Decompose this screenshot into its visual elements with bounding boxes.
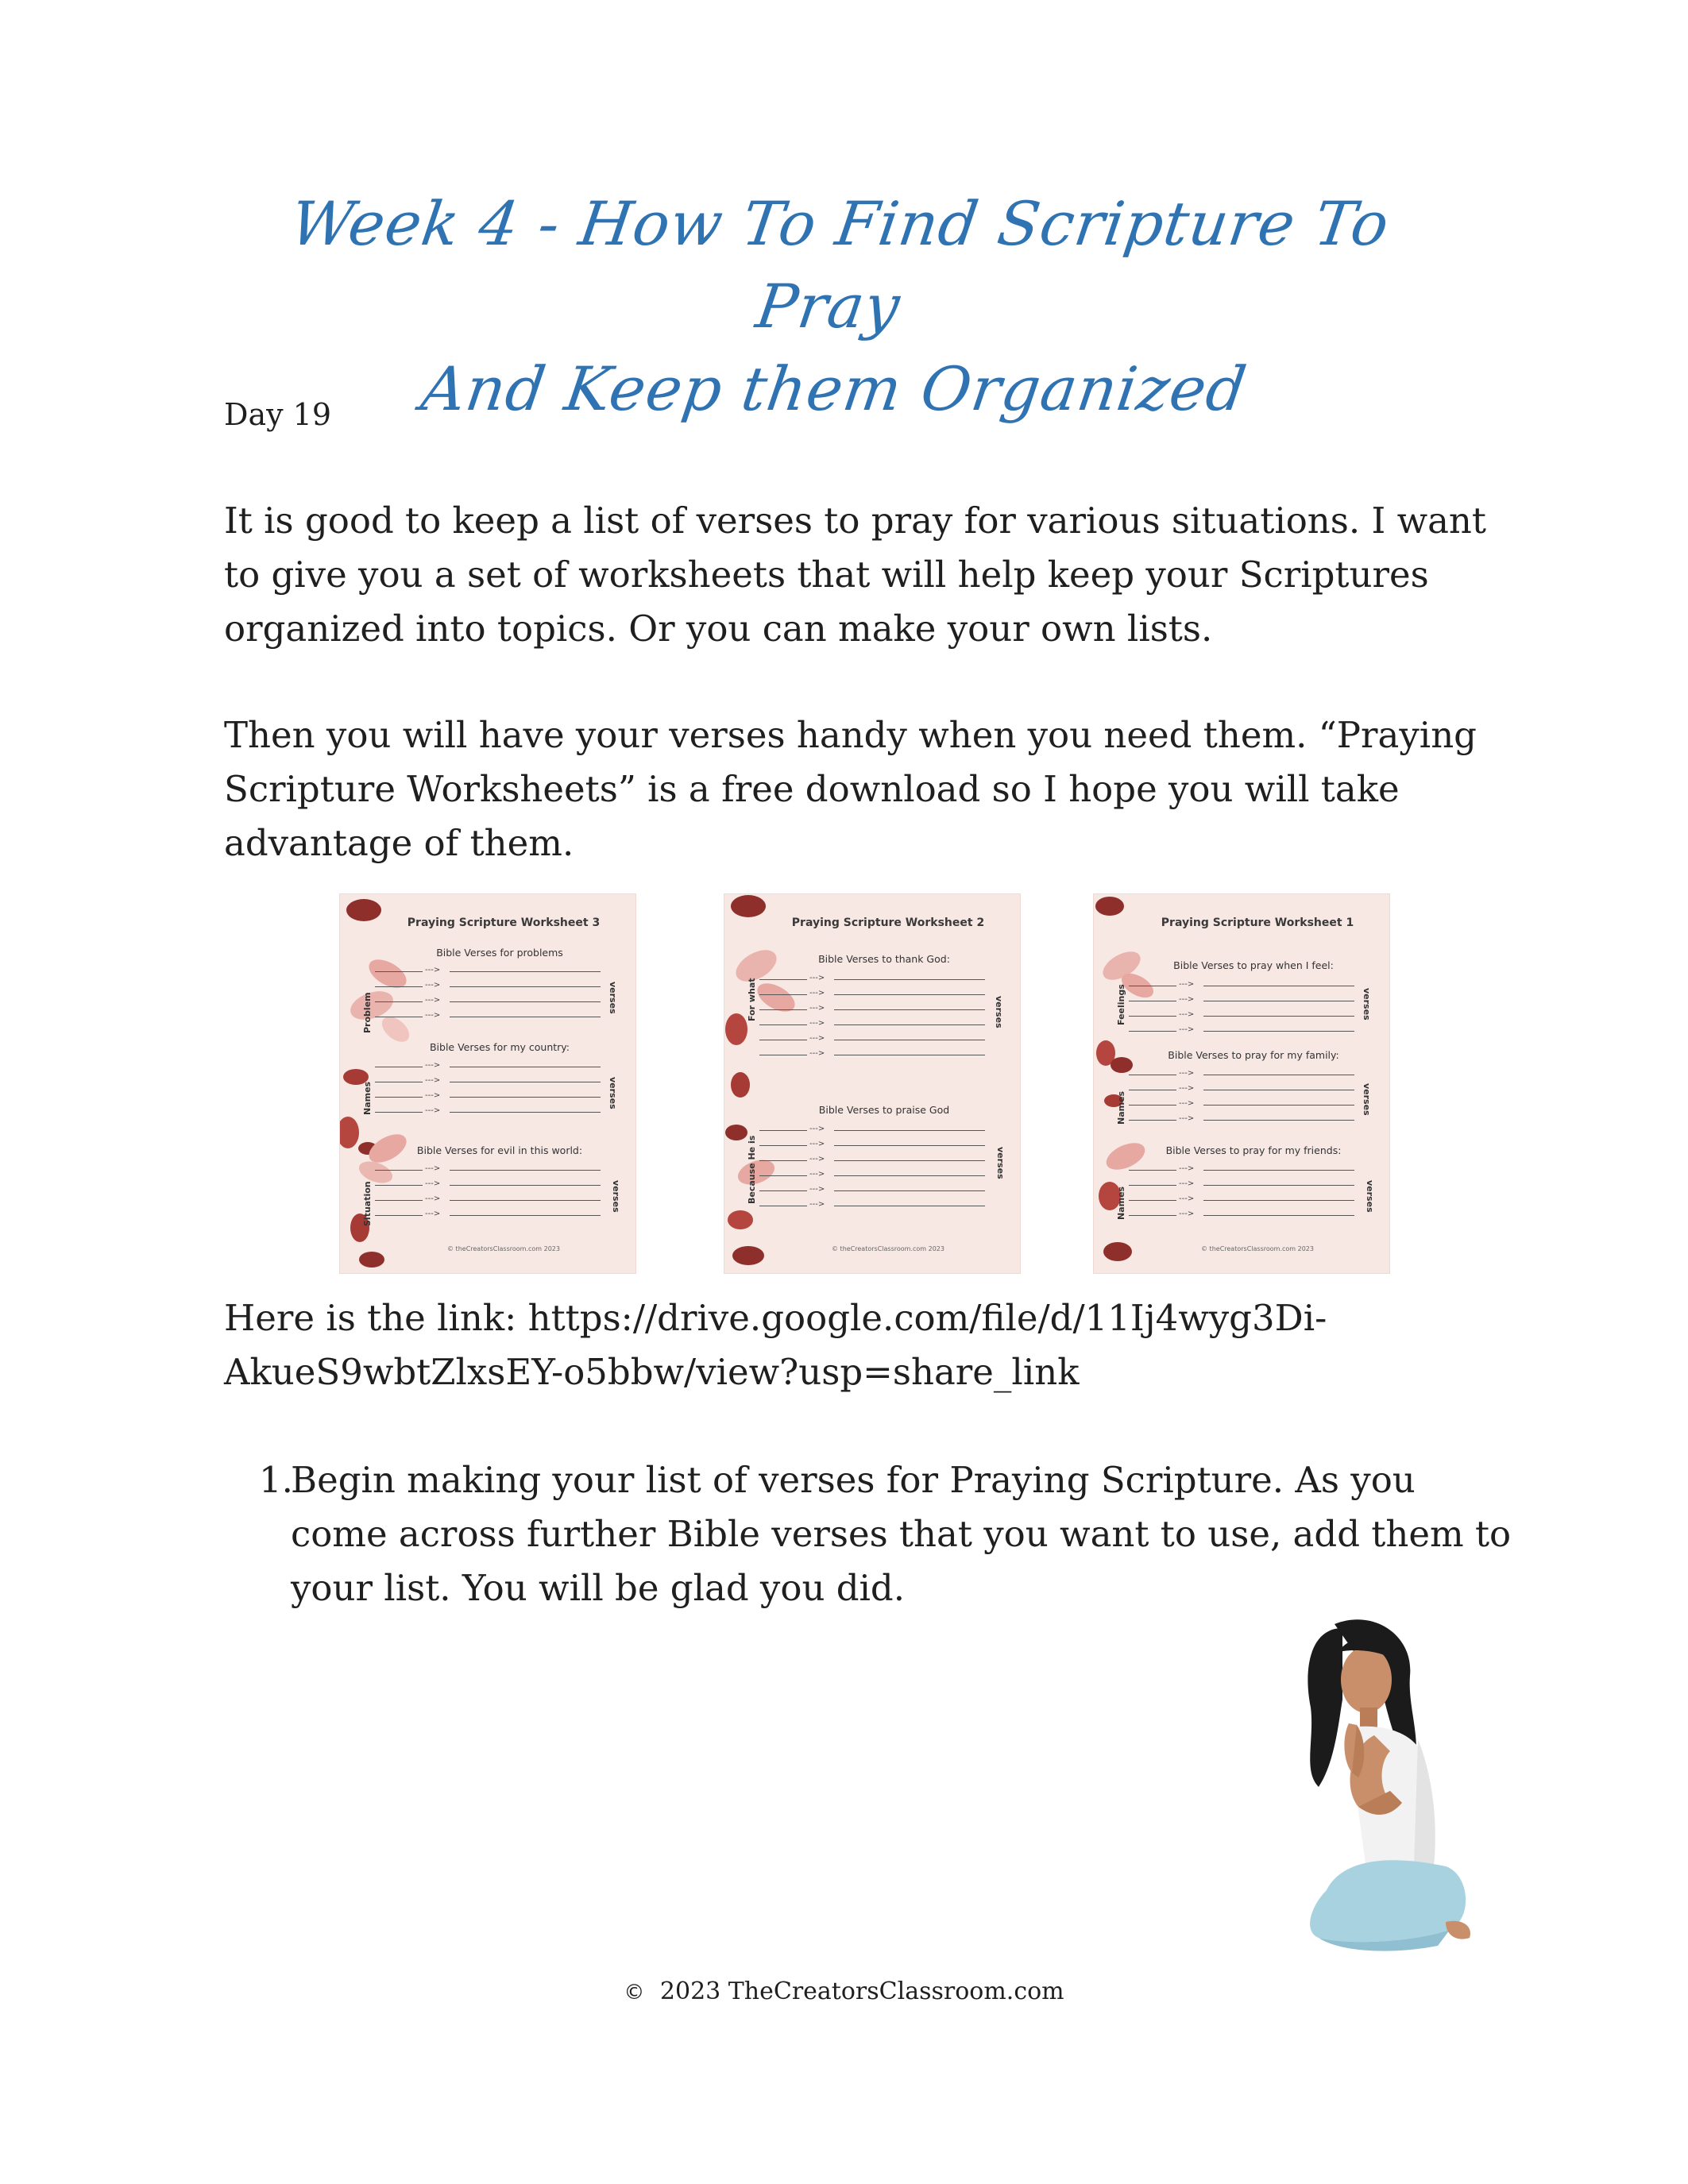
blank-lines: ---> ---> ---> ---> (375, 1055, 613, 1115)
section-heading: Bible Verses for evil in this world: (416, 1144, 583, 1156)
blank-lines: ---> ---> ---> ---> ---> ---> (759, 1118, 998, 1209)
left-label: Because He is (747, 1135, 757, 1204)
section-heading: Bible Verses to thank God: (818, 953, 950, 965)
worksheet-footer: © theCreatorsClassroom.com 2023 (447, 1245, 560, 1252)
right-label: verses (994, 996, 1004, 1028)
section-heading: Bible Verses to pray when I feel: (1173, 959, 1334, 971)
right-label: verses (608, 982, 618, 1014)
worksheet-title: Praying Scripture Worksheet 2 (791, 916, 985, 929)
floral-decoration (724, 894, 1020, 1273)
right-label: verses (1365, 1180, 1375, 1213)
intro-paragraph: It is good to keep a list of verses to pray for various situations. I want to give you a set of worksheets that will help keep your Scriptures organized into topics. Or you can make your own lists. (224, 500, 1486, 650)
page-title-line-1: Week 4 - How To Find Scripture To Pray (286, 188, 1394, 341)
blank-lines: ---> ---> ---> ---> (375, 959, 613, 1020)
right-label: verses (1362, 1083, 1372, 1116)
section-heading: Bible Verses for my country: (429, 1041, 570, 1053)
page-title (238, 183, 1430, 430)
copyright-footer (0, 1978, 1688, 2005)
page-title-line-2: And Keep them Organized (417, 353, 1251, 424)
worksheet-footer: © theCreatorsClassroom.com 2023 (832, 1245, 944, 1252)
left-label: Situation (362, 1181, 373, 1226)
worksheet-title: Praying Scripture Worksheet 1 (1161, 916, 1354, 929)
blank-lines: ---> ---> ---> ---> (1129, 1158, 1367, 1218)
left-label: Names (362, 1081, 373, 1115)
download-link[interactable]: Here is the link: https://drive.google.com/file/d/11Ij4wyg3Di-AkueS9wbtZlxsEY-o5bbw/view?usp=share_link (224, 1297, 1327, 1393)
blank-lines: ---> ---> ---> ---> (375, 1158, 613, 1218)
blank-lines: ---> ---> ---> ---> ---> ---> (759, 967, 998, 1058)
blank-lines: ---> ---> ---> ---> (1129, 1063, 1367, 1123)
right-label: verses (611, 1180, 621, 1213)
worksheet-footer: © theCreatorsClassroom.com 2023 (1201, 1245, 1314, 1252)
worksheet-2-image (724, 894, 1020, 1273)
left-label: Feelings (1116, 984, 1126, 1025)
day-label: Day 19 (224, 397, 332, 432)
worksheets-paragraph: Then you will have your verses handy when you need them. “Praying Scripture Worksheets” is a free download so I hope you will take advantage of them. (224, 714, 1477, 864)
left-label: For what (747, 978, 757, 1021)
left-label: Problem (362, 992, 373, 1033)
list-item-number: 1. (259, 1459, 293, 1501)
worksheet-thumbnails (0, 894, 1688, 1275)
section-heading: Bible Verses to praise God (818, 1104, 950, 1116)
praying-woman-illustration (1255, 1604, 1493, 1985)
copyright-symbol: © (624, 1981, 645, 2005)
list-item: Begin making your list of verses for Praying Scripture. As you come across further Bible verses that you want to use, add them to your list. You will be glad you did. (291, 1459, 1512, 1609)
left-label: Names (1116, 1090, 1126, 1125)
right-label: verses (1362, 988, 1372, 1021)
copyright-text: 2023 TheCreatorsClassroom.com (659, 1978, 1064, 2005)
section-heading: Bible Verses to pray for my friends: (1165, 1144, 1342, 1156)
blank-lines: ---> ---> ---> ---> (1129, 974, 1367, 1034)
worksheet-1-image (1094, 894, 1389, 1273)
right-label: verses (608, 1077, 618, 1109)
left-label: Names (1116, 1186, 1126, 1220)
section-heading: Bible Verses to pray for my family: (1168, 1049, 1339, 1061)
worksheet-3-image (340, 894, 635, 1273)
section-heading: Bible Verses for problems (436, 947, 563, 959)
right-label: verses (995, 1147, 1006, 1179)
worksheet-title: Praying Scripture Worksheet 3 (407, 916, 601, 929)
